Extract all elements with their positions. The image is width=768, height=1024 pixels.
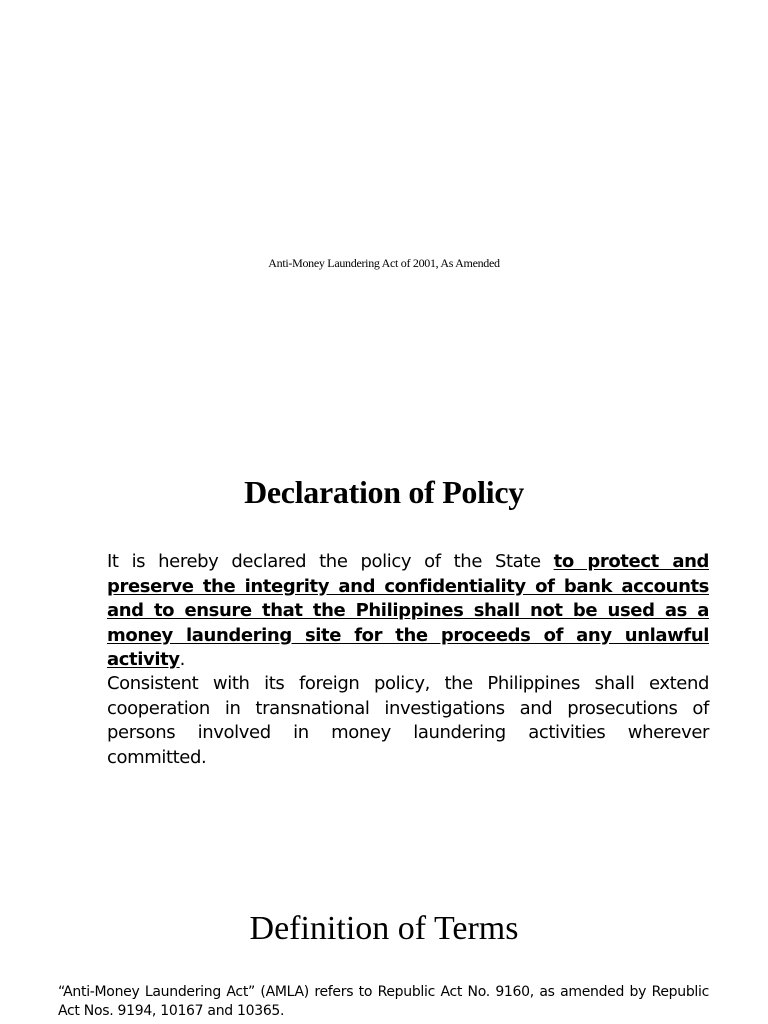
policy-paragraph-2: Consistent with its foreign policy, the Philippines shall extend cooperation in transnational investigations and prosecutions of persons involved in money laundering activities wherever committed. (107, 673, 709, 768)
policy-paragraph-1-emphasis: to protect and preserve the integrity and confidentiality of bank accounts and to ensure that the Philippines shall not be used as a money laundering site for the proceeds of any unlawful activity (107, 551, 709, 670)
definition-of-terms-heading: Definition of Terms (249, 910, 519, 947)
declaration-of-policy-heading: Declaration of Policy (244, 474, 524, 510)
policy-paragraph-1-lead: It is hereby declared the policy of the State (107, 551, 554, 572)
running-header: Anti-Money Laundering Act of 2001, As Amended (268, 256, 500, 270)
policy-paragraph-1 (107, 550, 709, 673)
policy-paragraph-1-tail: . (179, 649, 185, 670)
definition-amla: “Anti-Money Laundering Act” (AMLA) refers to Republic Act No. 9160, as amended by Republic Act Nos. 9194, 10167 and 10365. (58, 984, 709, 1019)
